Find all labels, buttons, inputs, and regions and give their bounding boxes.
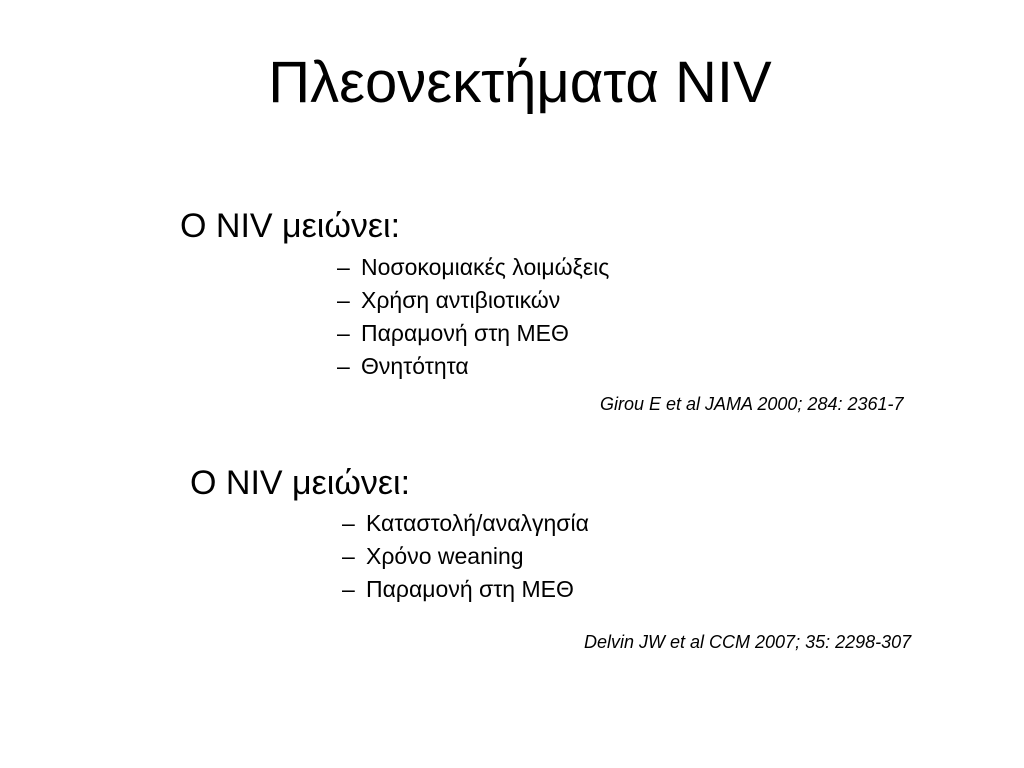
bullet-dash: – [337, 320, 350, 346]
list-item-text: Νοσοκομιακές λοιμώξεις [361, 254, 610, 280]
list-item [337, 350, 609, 383]
section-1-list [337, 251, 609, 383]
list-item [342, 540, 589, 573]
bullet-dash: – [337, 287, 350, 313]
list-item [342, 573, 589, 606]
section-1-heading: Ο NIV μειώνει: [180, 207, 401, 245]
list-item [337, 251, 609, 284]
list-item-text: Παραμονή στη ΜΕΘ [361, 320, 569, 346]
list-item [337, 284, 609, 317]
list-item-text: Παραμονή στη ΜΕΘ [366, 576, 574, 602]
section-2-heading: Ο NIV μειώνει: [190, 464, 411, 502]
section-1-reference: Girou E et al JAMA 2000; 284: 2361-7 [600, 394, 904, 414]
section-2-list [342, 507, 589, 606]
section-2-reference: Delvin JW et al CCM 2007; 35: 2298-307 [584, 632, 912, 652]
slide-title: Πλεονεκτήματα NIV [268, 50, 772, 115]
bullet-dash: – [342, 543, 355, 569]
list-item [342, 507, 589, 540]
list-item-text: Θνητότητα [361, 353, 469, 379]
list-item [337, 317, 609, 350]
bullet-dash: – [342, 510, 355, 536]
bullet-dash: – [342, 576, 355, 602]
list-item-text: Χρόνο weaning [366, 543, 524, 569]
bullet-dash: – [337, 254, 350, 280]
list-item-text: Χρήση αντιβιοτικών [361, 287, 561, 313]
list-item-text: Καταστολή/αναλγησία [366, 510, 589, 536]
bullet-dash: – [337, 353, 350, 379]
